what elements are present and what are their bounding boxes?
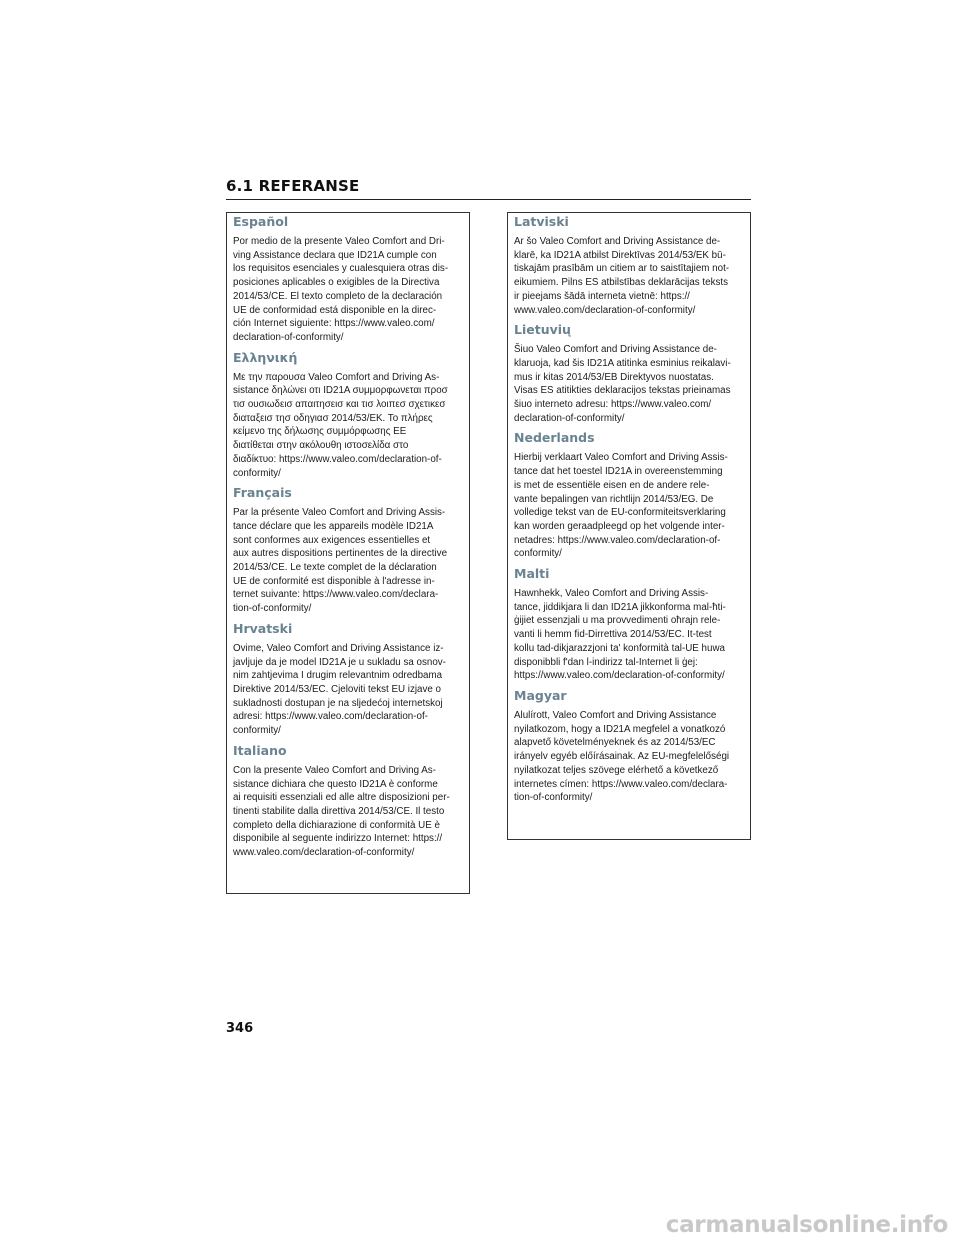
text-line: kollu tad-dikjarazzjoni ta' konformità tal-UE huwa [514,642,725,654]
header-divider [226,199,751,200]
declaration-text [514,343,742,425]
text-line: ai requisiti essenziali ed alle altre disposizioni per- [233,792,450,804]
text-line: διαταξεισ τησ οδηγιασ 2014/53/ΕΚ. Το πλήρες [233,412,433,424]
declaration-text [233,235,461,345]
language-section [514,214,742,317]
text-line: Con la presente Valeo Comfort and Driving As- [233,764,436,776]
text-line: mus ir kitas 2014/53/EB Direktyvos nuostatas. [514,371,714,383]
text-line: διαδίκτυο: https://www.valeo.com/declaration-of- [233,453,442,465]
text-line: tance déclare que les appareils modèle ID21A [233,520,434,532]
text-line: conformity/ [233,725,281,737]
declaration-text [233,764,461,860]
text-line: Alulírott, Valeo Comfort and Driving Assistance [514,709,717,721]
declaration-text [514,451,742,561]
text-line: κείμενο της δήλωσης συμμόρφωσης ΕΕ [233,426,407,438]
language-section [233,621,461,738]
language-heading: Ελληνική [233,349,298,365]
language-section [514,430,742,561]
text-line: disponibbli f'dan l-indirizz tal-Internet li ġej: [514,656,698,668]
text-line: sistance δηλώνει οτι ID21A συμμορφωνεται προσ [233,385,448,397]
text-line: declaration-of-conformity/ [514,412,625,424]
text-line: vante bepalingen van richtlijn 2014/53/EG. De [514,493,714,505]
text-line: conformity/ [233,467,281,479]
text-line: Με την παρουσα Valeo Comfort and Driving As- [233,371,440,383]
language-heading: Magyar [514,687,567,703]
text-line: tion-of-conformity/ [233,603,312,615]
text-line: ġijiet essenzjali u ma provvedimenti oħrajn rele- [514,615,721,627]
text-line: Visas ES atitikties deklaracijos tekstas prieinamas [514,385,731,397]
page-number: 346 [226,1021,254,1036]
text-line: Par la présente Valeo Comfort and Driving Assis- [233,507,446,519]
declaration-text [514,235,742,317]
text-line: ir pieejams šādā interneta vietnē: https:// [514,290,690,302]
text-line: διατίθεται στην ακόλουθη ιστοσελίδα στο [233,440,409,452]
text-line: klarē, ka ID21A atbilst Direktīvas 2014/53/EK bū- [514,249,726,261]
text-line: adresi: https://www.valeo.com/declaration-of- [233,711,428,723]
language-heading: Malti [514,566,550,582]
text-line: Hawnhekk, Valeo Comfort and Driving Assis- [514,588,709,600]
text-line: sistance dichiara che questo ID21A è conforme [233,778,438,790]
text-line: Ovime, Valeo Comfort and Driving Assistance iz- [233,642,444,654]
text-line: conformity/ [514,548,562,560]
text-line: eikumiem. Pilns ES atbilstības deklarācijas teksts [514,277,728,289]
declaration-text [514,587,742,683]
language-heading: Hrvatski [233,620,293,636]
text-line: declaration-of-conformity/ [233,331,344,343]
text-line: nyilatkozom, hogy a ID21A megfelel a vonatkozó [514,723,726,735]
left-column-box [226,212,470,894]
language-heading: Lietuvių [514,322,571,338]
text-line: Šiuo Valeo Comfort and Driving Assistance de- [514,344,717,356]
section-title: 6.1 REFERANSE [226,177,360,195]
declaration-text [233,642,461,738]
text-line: Por medio de la presente Valeo Comfort and Dri- [233,236,445,247]
text-line: disponibile al seguente indirizzo Internet: https:// [233,833,443,845]
text-line: www.valeo.com/declaration-of-conformity/ [514,304,696,316]
text-line: is met de essentiële eisen en de andere rele- [514,479,710,491]
text-line: vanti li hemm fid-Dirrettiva 2014/53/EC. It-test [514,629,712,641]
language-heading: Italiano [233,742,287,758]
text-line: sont conformes aux exigences essentielles et [233,534,431,546]
declaration-text [233,371,461,481]
language-section [233,214,461,345]
text-line: ternet suivante: https://www.valeo.com/declara- [233,589,439,601]
language-heading: Nederlands [514,430,595,446]
text-line: 2014/53/CE. Le texte complet de la déclaration [233,562,437,574]
declaration-text [233,506,461,616]
text-line: alapvető követelményeknek és az 2014/53/EC [514,737,716,749]
language-section [233,485,461,616]
text-line: posiciones aplicables o exigibles de la Directiva [233,277,440,289]
text-line: tinenti stabilite dalla direttiva 2014/53/CE. Il testo [233,805,445,817]
watermark-text[interactable]: carmanualsonline.info [665,1212,948,1238]
text-line: tance dat het toestel ID21A in overeenstemming [514,466,723,478]
text-line: nyilatkozat teljes szövege elérhető a következő [514,764,719,776]
text-line: klaruoja, kad šis ID21A atitinka esminius reikalavi- [514,357,731,369]
text-line: tance, jiddikjara li dan ID21A jikkonforma mal-ħti- [514,601,726,613]
text-line: tiskajām prasībām un citiem ar to saistītajiem not- [514,263,730,275]
language-section [233,743,461,860]
text-line: aux autres dispositions pertinentes de la directive [233,548,448,560]
text-line: UE de conformité est disponible à l'adresse in- [233,575,435,587]
text-line: šiuo interneto adresu: https://www.valeo.com/ [514,399,712,411]
language-section [514,566,742,683]
text-line: Direktive 2014/53/EC. Cjeloviti tekst EU izjave o [233,683,441,695]
text-line: netadres: https://www.valeo.com/declaration-of- [514,534,721,546]
text-line: sukladnosti dostupan je na sljedećoj internetskoj [233,697,443,709]
text-line: UE de conformidad está disponible en la direc- [233,304,437,316]
text-line: irányelv egyéb előírásainak. Az EU-megfelelőségi [514,751,730,763]
text-line: nim zahtjevima I drugim relevantnim odredbama [233,670,443,682]
text-line: https://www.valeo.com/declaration-of-conformity/ [514,670,725,682]
text-line: ving Assistance declara que ID21A cumple con [233,249,437,261]
text-line: los requisitos esenciales y cualesquiera otras dis- [233,263,449,275]
language-heading: Español [233,214,289,229]
text-line: Ar šo Valeo Comfort and Driving Assistance de- [514,236,721,247]
right-column-box [507,212,751,840]
language-heading: Latviski [514,214,569,229]
text-line: volledige tekst van de EU-conformiteitsverklaring [514,507,726,519]
text-line: ción Internet siguiente: https://www.valeo.com/ [233,318,435,330]
text-line: javljuje da je model ID21A je u sukladu sa osnov- [233,656,446,668]
language-section [233,350,461,481]
language-section [514,688,742,805]
text-line: tion-of-conformity/ [514,792,593,804]
text-line: 2014/53/CE. El texto completo de la declaración [233,290,443,302]
language-section [514,322,742,425]
text-line: www.valeo.com/declaration-of-conformity/ [233,847,415,859]
language-heading: Français [233,485,292,501]
text-line: Hierbij verklaart Valeo Comfort and Driving Assis- [514,452,728,464]
declaration-text [514,709,742,805]
text-line: completo della dichiarazione di conformità UE è [233,819,440,831]
text-line: kan worden geraadpleegd op het volgende inter- [514,520,725,532]
text-line: internetes címen: https://www.valeo.com/declara- [514,778,728,790]
text-line: τισ ουσιωδεισ απαιτησεισ και τισ λοιπεσ σχετικεσ [233,399,446,411]
